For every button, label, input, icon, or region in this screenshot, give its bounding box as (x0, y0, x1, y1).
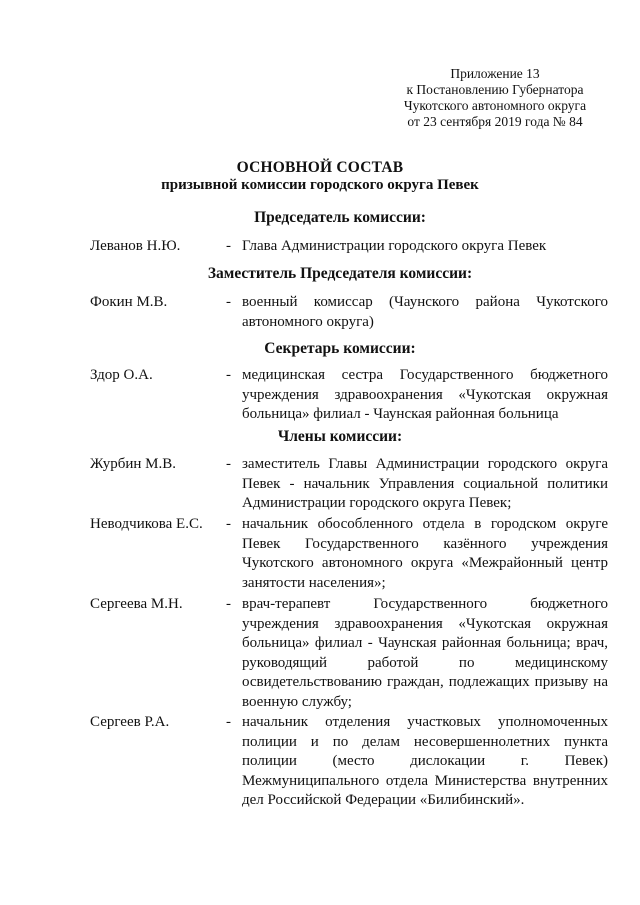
dash-separator: - (226, 516, 231, 532)
document-subtitle: призывной комиссии городского округа Певек (161, 177, 479, 193)
description-line: Межмуниципального отдела Министерства внутренних (242, 772, 608, 789)
description-line: Администрации городского округа Певек; (242, 495, 512, 511)
member-name: Здор О.А. (90, 367, 153, 383)
appendix-line: от 23 сентября 2019 года № 84 (407, 114, 583, 129)
member-description (242, 595, 608, 712)
description-line: больница» филиал - Чаунская районная больница; врач, (242, 635, 608, 651)
dash-separator: - (226, 367, 231, 383)
member-name: Леванов Н.Ю. (90, 238, 181, 254)
description-line: больница» филиал - Чаунская районная больница (242, 406, 559, 422)
description-line: Глава Администрации городского округа Певек (242, 238, 547, 254)
appendix-line: Чукотского автономного округа (403, 98, 587, 113)
dash-separator: - (226, 596, 231, 612)
description-line: Чукотского автономного округа «Межрайонный центр (242, 555, 608, 571)
member-name: Фокин М.В. (90, 294, 168, 310)
description-line: военную службу; (242, 693, 352, 710)
member-description (242, 515, 608, 593)
member-description (242, 293, 608, 332)
member-name: Журбин М.В. (90, 456, 176, 472)
description-line: полиции и по делам несовершеннолетних пункта (242, 733, 608, 750)
role-heading-deputy: Заместитель Председателя комиссии: (207, 265, 473, 282)
description-line: занятости населения»; (242, 574, 386, 591)
description-line: начальник отделения участковых уполномоченных (242, 714, 608, 730)
member-name: Неводчикова Е.С. (90, 516, 203, 532)
description-line: учреждения здравоохранения «Чукотская окружная (242, 615, 608, 632)
description-line: начальник обособленного отдела в городском округе (242, 516, 608, 532)
description-line: военный комиссар (Чаунского района Чукотского (242, 294, 608, 310)
description-line: дел Российской Федерации «Билибинский». (242, 792, 525, 808)
appendix-block (390, 66, 600, 130)
description-line: освидетельствованию граждан, подлежащих призыву на (242, 674, 608, 690)
member-description (242, 366, 608, 425)
dash-separator: - (226, 714, 231, 730)
member-description (242, 237, 608, 257)
document-title: ОСНОВНОЙ СОСТАВ (236, 159, 404, 176)
role-heading-chairman: Председатель комиссии: (254, 209, 426, 226)
member-name: Сергеев Р.А. (90, 714, 170, 730)
dash-separator: - (226, 238, 231, 254)
dash-separator: - (226, 294, 231, 310)
description-line: автономного округа) (242, 313, 374, 330)
role-heading-secretary: Секретарь комиссии: (264, 340, 416, 357)
appendix-line: Приложение 13 (450, 66, 540, 81)
appendix-line: к Постановлению Губернатора (406, 82, 584, 97)
description-line: полиции (место дислокации г. Певек) (242, 753, 608, 769)
member-description (242, 455, 608, 514)
description-line: заместитель Главы Администрации городского округа (242, 456, 608, 472)
description-line: Певек - начальник Управления социальной политики (242, 475, 608, 492)
role-heading-members: Члены комиссии: (277, 428, 403, 445)
member-name: Сергеева М.Н. (90, 596, 183, 612)
dash-separator: - (226, 456, 231, 472)
description-line: учреждения здравоохранения «Чукотская окружная (242, 386, 608, 403)
description-line: руководящий работой по медицинскому (242, 654, 608, 671)
member-description (242, 713, 608, 811)
description-line: врач-терапевт Государственного бюджетного (242, 596, 608, 612)
description-line: медицинская сестра Государственного бюджетного (242, 367, 608, 383)
description-line: Певек Государственного казённого учреждения (242, 535, 608, 552)
